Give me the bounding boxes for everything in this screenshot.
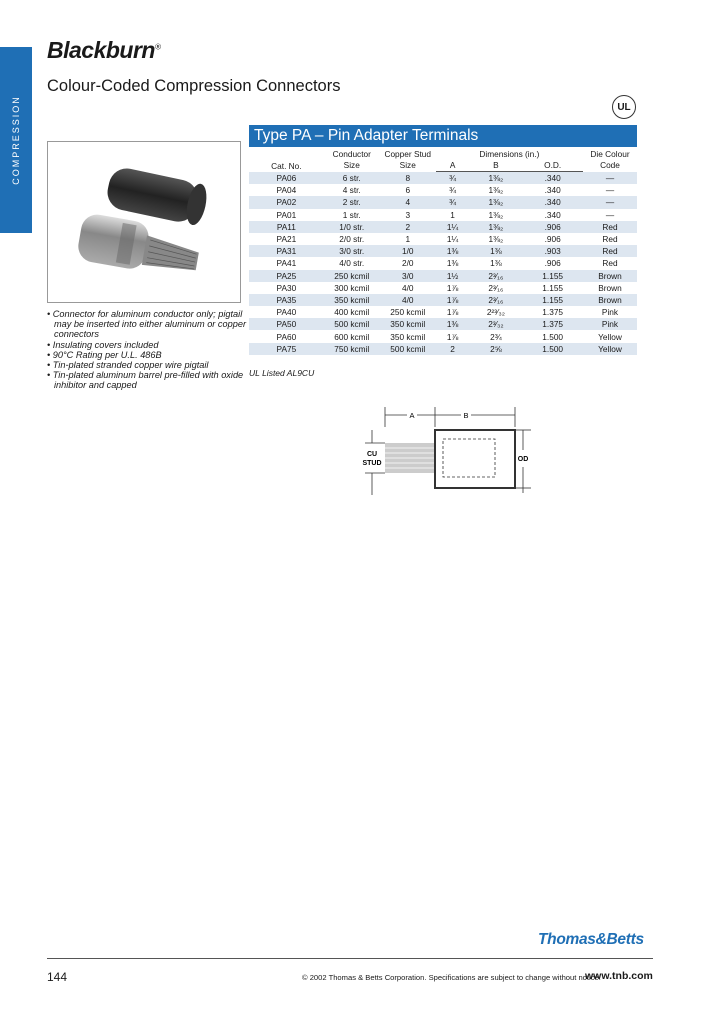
cat-no-cell: PA21 xyxy=(276,234,297,245)
dim-b-cell: 2³⁄₁₆ xyxy=(488,282,504,293)
dim-b-cell: 1⅜ xyxy=(469,245,522,257)
dim-b-cell: 1⅜₂ xyxy=(488,234,504,245)
od-cell: 1.155 xyxy=(522,270,583,282)
od-cell: .340 xyxy=(522,196,583,208)
stud-size-cell: 6 xyxy=(405,185,411,196)
od-cell: 1.375 xyxy=(542,307,564,318)
dim-b-cell: 1⅜ xyxy=(490,258,502,269)
conductor-size-cell: 250 kcmil xyxy=(324,270,380,282)
stud-size-cell: 4 xyxy=(380,196,436,208)
dim-a-cell: 2 xyxy=(436,343,470,355)
dim-b-cell: 1⅜₂ xyxy=(469,196,522,208)
cat-no-cell: PA50 xyxy=(249,318,324,330)
section-tab xyxy=(0,47,32,233)
stud-label: STUD xyxy=(362,460,382,467)
feature-item: • Insulating covers included xyxy=(47,339,159,350)
table-row xyxy=(249,257,637,269)
footer-divider xyxy=(47,958,653,959)
od-cell: 1.500 xyxy=(542,331,564,342)
conductor-size-cell: 6 str. xyxy=(324,172,380,185)
dim-a-cell: 1 xyxy=(450,209,455,220)
dim-b-cell: 2³⁄₁₆ xyxy=(469,270,522,282)
table-row xyxy=(249,318,637,330)
die-colour-cell: Pink xyxy=(601,307,619,318)
conductor-size-cell: 600 kcmil xyxy=(334,331,370,342)
dim-b-cell: 1⅜₂ xyxy=(469,221,522,233)
die-colour-cell: Red xyxy=(583,221,637,233)
thomas-betts-logo: Thomas&Betts xyxy=(538,931,644,948)
header-b: B xyxy=(469,160,522,172)
od-cell: .906 xyxy=(522,221,583,233)
connector-photo xyxy=(47,141,241,303)
od-cell: 1.155 xyxy=(542,282,564,293)
od-label: OD xyxy=(517,456,529,463)
dim-a-cell: 1⅞ xyxy=(436,294,470,306)
stud-size-cell: 1 xyxy=(405,234,411,245)
od-cell: 1.375 xyxy=(522,318,583,330)
cat-no-cell: PA01 xyxy=(276,209,297,220)
od-cell: .906 xyxy=(544,234,561,245)
od-cell: 1.155 xyxy=(522,294,583,306)
die-colour-cell: Brown xyxy=(598,282,622,293)
table-row xyxy=(249,294,637,306)
die-colour-cell: — xyxy=(583,172,637,185)
cu-label: CU xyxy=(366,451,378,458)
cat-no-cell: PA60 xyxy=(276,331,297,342)
dim-a-cell: ¾ xyxy=(436,172,470,185)
table-row xyxy=(249,282,637,294)
od-cell: .340 xyxy=(544,209,561,220)
website-link[interactable]: www.tnb.com xyxy=(585,970,653,982)
table-row xyxy=(249,209,637,221)
copyright-notice: © 2002 Thomas & Betts Corporation. Specifications are subject to change without notice. xyxy=(302,973,601,982)
dim-a-cell: 1⅜ xyxy=(436,318,470,330)
feature-item: • Connector for aluminum conductor only; pigtail may be inserted into either aluminum or copper connectors xyxy=(47,309,247,340)
ul-certification-icon: UL xyxy=(612,95,636,119)
od-cell: .340 xyxy=(544,185,561,196)
table-row xyxy=(249,184,637,196)
spec-table xyxy=(249,149,637,355)
feature-item: • Tin-plated stranded copper wire pigtail xyxy=(47,360,209,371)
conductor-size-cell: 1/0 str. xyxy=(324,221,380,233)
dim-b-cell: 2²³⁄₃₂ xyxy=(486,307,505,318)
header-copper-stud-size: Copper Stud Size xyxy=(384,149,432,171)
dim-a-cell: 1½ xyxy=(436,270,470,282)
conductor-size-cell: 4/0 str. xyxy=(339,258,365,269)
section-tab-label: COMPRESSION xyxy=(11,95,21,185)
conductor-size-cell: 300 kcmil xyxy=(334,282,370,293)
dim-b-label: B xyxy=(463,411,469,420)
cat-no-cell: PA40 xyxy=(276,307,297,318)
stud-size-cell: 1/0 xyxy=(380,245,436,257)
conductor-size-cell: 2/0 str. xyxy=(339,234,365,245)
conductor-size-cell: 350 kcmil xyxy=(324,294,380,306)
stud-size-cell: 2/0 xyxy=(401,258,414,269)
conductor-size-cell: 3/0 str. xyxy=(324,245,380,257)
die-colour-cell: — xyxy=(605,185,615,196)
stud-size-cell: 350 kcmil xyxy=(390,331,426,342)
table-row xyxy=(249,172,637,185)
stud-size-cell: 3/0 xyxy=(380,270,436,282)
od-cell: .906 xyxy=(544,258,561,269)
dim-b-cell: 2³⁄₃₂ xyxy=(469,318,522,330)
feature-item: • 90°C Rating per U.L. 486B xyxy=(47,349,162,360)
dimension-diagram xyxy=(345,405,555,505)
table-row xyxy=(249,270,637,282)
feature-list xyxy=(47,309,247,391)
conductor-size-cell: 1 str. xyxy=(342,209,361,220)
conductor-size-cell: 500 kcmil xyxy=(324,318,380,330)
dim-a-cell: 1⅜ xyxy=(436,245,470,257)
stud-size-cell: 8 xyxy=(380,172,436,185)
table-title: Type PA – Pin Adapter Terminals xyxy=(249,125,637,147)
table-row xyxy=(249,245,637,257)
feature-item: • Tin-plated aluminum barrel pre-filled with oxide inhibitor and capped xyxy=(47,370,244,391)
dim-b-cell: 1⅜₂ xyxy=(488,209,504,220)
die-colour-cell: Brown xyxy=(583,294,637,306)
dimension-diagram-icon xyxy=(345,405,555,505)
connector-photo-icon xyxy=(48,142,240,302)
ul-listing-note: UL Listed AL9CU xyxy=(249,368,315,378)
cat-no-cell: PA04 xyxy=(276,185,297,196)
dim-b-cell: 1⅜₂ xyxy=(469,172,522,185)
header-a: A xyxy=(436,160,470,172)
dim-a-cell: ¾ xyxy=(436,196,470,208)
cat-no-cell: PA41 xyxy=(276,258,297,269)
cat-no-cell: PA30 xyxy=(276,282,297,293)
cat-no-cell: PA35 xyxy=(249,294,324,306)
table-header-row xyxy=(249,149,637,160)
dim-b-cell: 2³⁄₁₆ xyxy=(469,294,522,306)
page-number: 144 xyxy=(47,970,68,984)
cat-no-cell: PA02 xyxy=(249,196,324,208)
stud-size-cell: 250 kcmil xyxy=(390,307,426,318)
conductor-size-cell: 750 kcmil xyxy=(324,343,380,355)
conductor-size-cell: 2 str. xyxy=(324,196,380,208)
header-cat-no: Cat. No. xyxy=(271,160,302,171)
die-colour-cell: — xyxy=(605,209,615,220)
cat-no-cell: PA75 xyxy=(249,343,324,355)
stud-size-cell: 2 xyxy=(380,221,436,233)
brand-logo: Blackburn® xyxy=(47,37,161,63)
stud-size-cell: 350 kcmil xyxy=(380,318,436,330)
die-colour-cell: Red xyxy=(602,258,618,269)
stud-size-cell: 4/0 xyxy=(380,294,436,306)
die-colour-cell: Red xyxy=(583,245,637,257)
stud-size-cell: 4/0 xyxy=(401,282,414,293)
die-colour-cell: Pink xyxy=(583,318,637,330)
dim-a-cell: ¾ xyxy=(449,185,457,196)
stud-size-cell: 3 xyxy=(405,209,411,220)
cat-no-cell: PA06 xyxy=(249,172,324,185)
table-row xyxy=(249,343,637,355)
die-colour-cell: — xyxy=(583,196,637,208)
table-row xyxy=(249,233,637,245)
dim-b-cell: 1⅜₂ xyxy=(488,185,504,196)
dim-a-cell: 1⅞ xyxy=(446,282,459,293)
die-colour-cell: Red xyxy=(602,234,618,245)
dim-a-cell: 1¼ xyxy=(436,221,470,233)
table-row xyxy=(249,221,637,233)
cat-no-cell: PA25 xyxy=(249,270,324,282)
dim-a-cell: 1⅞ xyxy=(446,307,459,318)
dim-a-cell: 1⅞ xyxy=(446,331,459,342)
od-cell: .340 xyxy=(522,172,583,185)
header-dimensions: Dimensions (in.) xyxy=(479,149,540,159)
dim-b-cell: 2¾ xyxy=(490,331,502,342)
od-cell: .903 xyxy=(522,245,583,257)
stud-size-cell: 500 kcmil xyxy=(380,343,436,355)
die-colour-cell: Yellow xyxy=(598,331,622,342)
dim-a-cell: 1⅜ xyxy=(446,258,459,269)
dim-b-cell: 2⅝ xyxy=(469,343,522,355)
header-die-colour-code: Die Colour Code xyxy=(590,149,630,171)
dim-a-label: A xyxy=(409,411,415,420)
conductor-size-cell: 4 str. xyxy=(342,185,361,196)
die-colour-cell: Brown xyxy=(583,270,637,282)
cat-no-cell: PA11 xyxy=(249,221,324,233)
cat-no-cell: PA31 xyxy=(249,245,324,257)
header-od: O.D. xyxy=(522,160,583,172)
conductor-size-cell: 400 kcmil xyxy=(334,307,370,318)
header-conductor-size: Conductor Size xyxy=(332,149,371,171)
die-colour-cell: Yellow xyxy=(583,343,637,355)
dim-a-cell: 1¼ xyxy=(446,234,459,245)
table-row xyxy=(249,330,637,342)
page-subtitle: Colour-Coded Compression Connectors xyxy=(47,77,341,95)
table-row xyxy=(249,196,637,208)
od-cell: 1.500 xyxy=(522,343,583,355)
table-row xyxy=(249,306,637,318)
